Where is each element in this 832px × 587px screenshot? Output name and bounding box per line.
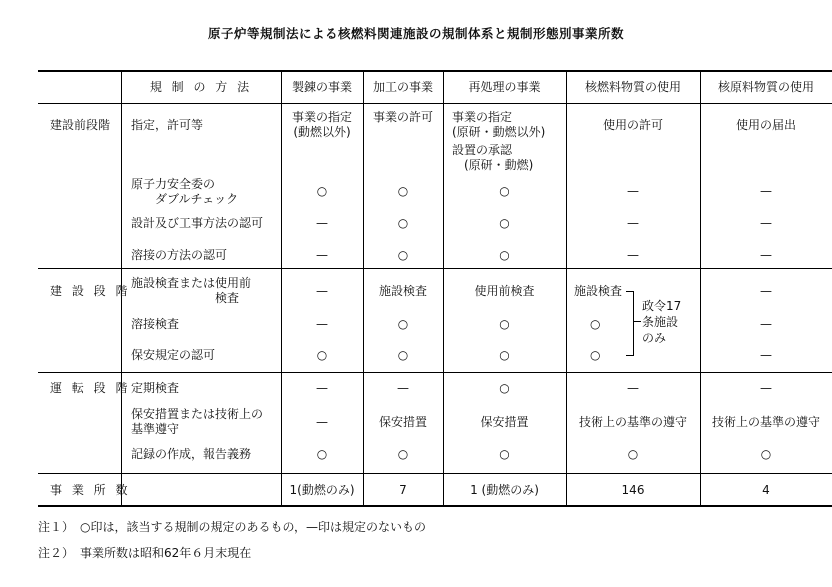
cell-inspection-fuel-use: 施設検査 [574,284,623,298]
cell-double-check-fuel-use: — [627,184,639,198]
method-periodic-inspection: 定期検査 [131,381,180,395]
cell-periodic-smelting: — [316,381,328,395]
method-designation: 指定，許可等 [131,118,204,132]
cell-records-smelting: ○ [316,447,328,461]
safety-measures-l1: 保安措置または技術上の [131,407,264,421]
cell-periodic-reprocessing: ○ [499,381,510,395]
cell-records-raw-use: ○ [760,447,772,461]
method-double-check [131,177,238,207]
safety-measures-l2: 基準遵守 [131,422,180,436]
smelting-designation-l1: 事業の指定 [291,110,352,124]
smelting-designation-l2: (動燃以外) [293,125,351,139]
section-rule-3 [38,473,832,474]
cell-safety-rules-processing: ○ [397,348,409,362]
cell-double-check-reprocessing: ○ [499,184,510,198]
cell-double-check-raw-use: — [760,184,772,198]
method-records: 記録の作成，報告義務 [131,447,252,461]
section-operation: 運 転 段 階 [50,381,131,395]
cell-double-check-smelting: ○ [316,184,328,198]
cell-weld-insp-processing: ○ [397,317,409,331]
reproc-approval-l2: (原研・動燃) [452,158,534,172]
header-smelting: 製錬の事業 [291,80,352,94]
count-reprocessing: 1 (動燃のみ) [470,483,539,497]
cell-measures-reprocessing: 保安措置 [480,415,529,429]
ordinance-l1: 政令17 [642,299,682,313]
cell-inspection-processing: 施設検査 [378,284,427,298]
cell-safety-rules-raw-use: — [760,348,772,362]
cell-designation-raw-use: 使用の届出 [735,118,796,132]
double-check-l2: ダブルチェック [131,192,239,206]
regulation-table [38,70,832,506]
header-raw-use: 核原料物質の使用 [717,80,814,94]
cell-welding-app-reprocessing: ○ [499,248,510,262]
cell-measures-raw-use: 技術上の基準の遵守 [711,415,820,429]
method-facility-inspection [131,276,251,306]
col-divider-5 [566,70,567,507]
double-check-l1: 原子力安全委の [131,177,216,191]
cell-records-fuel-use: ○ [627,447,639,461]
cell-design-reprocessing: ○ [499,216,510,230]
cell-measures-fuel-use: 技術上の基準の遵守 [578,415,687,429]
ordinance-bracket [626,291,634,356]
cell-records-reprocessing: ○ [499,447,510,461]
cell-welding-app-raw-use: — [760,248,772,262]
cell-design-fuel-use: — [627,216,639,230]
cell-designation-processing: 事業の許可 [372,110,433,124]
count-processing: 7 [399,483,407,497]
cell-design-raw-use: — [760,216,772,230]
section-construction: 建 設 段 階 [50,284,131,298]
cell-welding-app-smelting: — [316,248,328,262]
table-bottom-rule [38,505,832,507]
cell-periodic-processing: — [397,381,409,395]
cell-inspection-smelting: — [316,284,328,298]
footnote-1: 注１） ○印は，該当する規制の規定のあるもの，—印は規定のないもの [38,520,426,534]
cell-designation-smelting [281,110,363,140]
cell-design-processing: ○ [397,216,409,230]
cell-measures-processing: 保安措置 [378,415,427,429]
header-processing: 加工の事業 [372,80,433,94]
section-pre-construction: 建設前段階 [50,118,111,132]
cell-periodic-raw-use: — [760,381,772,395]
cell-safety-rules-reprocessing: ○ [499,348,510,362]
method-design-approval: 設計及び工事方法の認可 [131,216,264,230]
section-rule-2 [38,372,832,373]
count-smelting: 1(動燃のみ) [289,483,355,497]
cell-approval-reprocessing [452,143,533,173]
count-fuel-use: 146 [621,483,645,497]
bracket-tick [633,321,641,322]
header-method: 規 制 の 方 法 [149,80,253,94]
section-rule-1 [38,268,832,269]
cell-weld-insp-reprocessing: ○ [499,317,510,331]
cell-weld-insp-raw-use: — [760,317,772,331]
table-top-rule [38,70,832,72]
cell-weld-insp-smelting: — [316,317,328,331]
header-fuel-use: 核燃料物質の使用 [584,80,681,94]
reproc-designation-l2: (原研・動燃以外) [452,125,546,139]
cell-double-check-processing: ○ [397,184,409,198]
cell-welding-app-processing: ○ [397,248,409,262]
cell-inspection-raw-use: — [760,284,772,298]
section-count: 事 業 所 数 [50,483,131,497]
cell-designation-reprocessing [452,110,545,140]
cell-inspection-reprocessing: 使用前検査 [474,284,535,298]
cell-welding-app-fuel-use: — [627,248,639,262]
method-welding-inspection: 溶接検査 [131,317,180,331]
method-safety-measures [131,407,263,437]
method-safety-rules: 保安規定の認可 [131,348,216,362]
header-reprocessing: 再処理の事業 [468,80,541,94]
facility-inspection-l1: 施設検査または使用前 [131,276,252,290]
cell-measures-smelting: — [316,415,328,429]
cell-designation-fuel-use: 使用の許可 [602,118,663,132]
method-welding-approval: 溶接の方法の認可 [131,248,228,262]
cell-safety-rules-fuel-use: ○ [590,348,601,362]
reproc-approval-l1: 設置の承認 [452,143,513,157]
cell-records-processing: ○ [397,447,409,461]
ordinance-note [642,298,681,346]
cell-periodic-fuel-use: — [627,381,639,395]
count-raw-use: 4 [762,483,770,497]
reproc-designation-l1: 事業の指定 [452,110,513,124]
cell-weld-insp-fuel-use: ○ [590,317,601,331]
ordinance-l2: 条施設 [642,315,679,329]
cell-design-smelting: — [316,216,328,230]
page-title: 原子炉等規制法による核燃料関連施設の規制体系と規制形態別事業所数 [207,26,624,41]
facility-inspection-l2: 検査 [131,291,240,305]
cell-safety-rules-smelting: ○ [316,348,328,362]
header-rule [38,103,832,104]
footnote-2: 注２） 事業所数は昭和62年６月末現在 [38,546,252,560]
ordinance-l3: のみ [642,331,667,345]
